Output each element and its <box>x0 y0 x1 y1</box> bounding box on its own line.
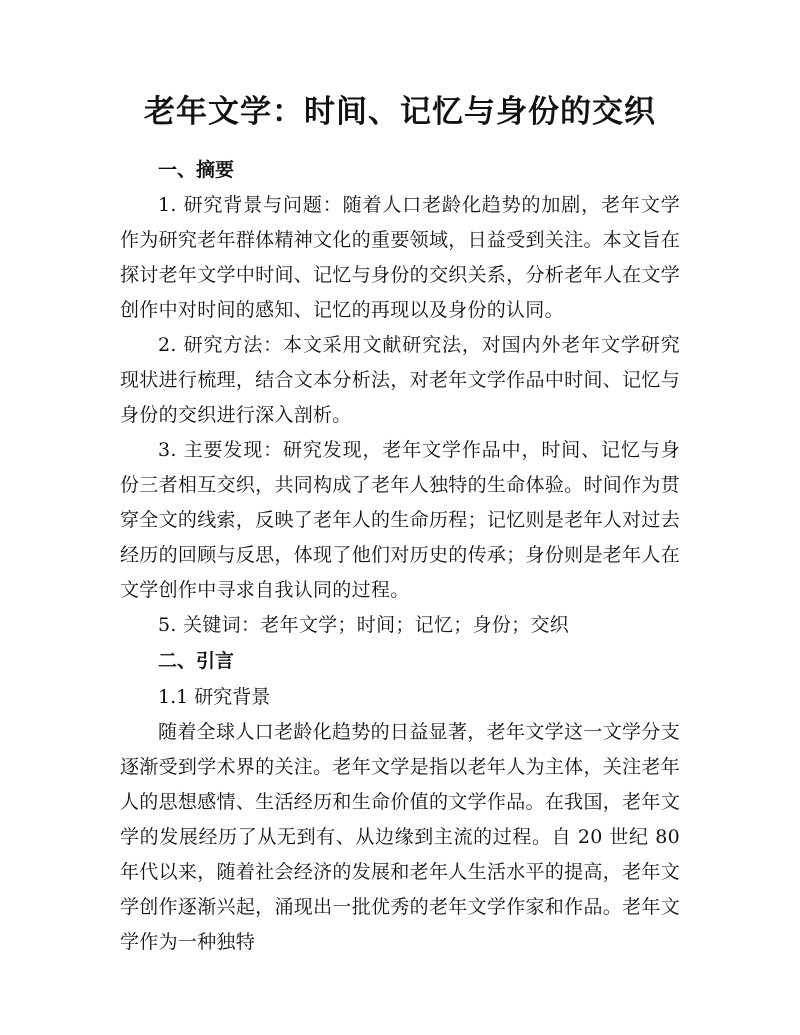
subsection-heading: 1.1 研究背景 <box>158 686 271 708</box>
keywords-paragraph: 5. 关键词：老年文学；时间；记忆；身份；交织 <box>158 614 570 636</box>
section-heading-introduction: 二、引言 <box>158 650 235 672</box>
abstract-paragraph: 3. 主要发现：研究发现，老年文学作品中，时间、记忆与身份三者相互交织，共同构成了老年人独特的生命体验。时间作为贯穿全文的线索，反映了老年人的生命历程；记忆则是老年人对过去经历的回顾与反思，体现了他们对历史的传承；身份则是老年人在文学创作中寻求自我认同的过程。 <box>120 439 680 601</box>
introduction-paragraph: 随着全球人口老龄化趋势的日益显著，老年文学这一文学分支逐渐受到学术界的关注。老年文学是指以老年人为主体，关注老年人的思想感情、生活经历和生命价值的文学作品。在我国，老年文学的发展经历了从无到有、从边缘到主流的过程。自 20 世纪 80 年代以来，随着社会经济的发展和老年人生活水平的提高，老年文学创作逐渐兴起，涌现出一批优秀的老年文学作家和作品。老年文学作为一种独特 <box>120 721 680 953</box>
abstract-paragraph: 1. 研究背景与问题：随着人口老龄化趋势的加剧，老年文学作为研究老年群体精神文化的重要领域，日益受到关注。本文旨在探讨老年文学中时间、记忆与身份的交织关系，分析老年人在文学创作中对时间的感知、记忆的再现以及身份的认同。 <box>120 194 680 321</box>
section-heading-abstract: 一、摘要 <box>158 159 235 181</box>
document-title: 老年文学：时间、记忆与身份的交织 <box>144 94 656 130</box>
abstract-paragraph: 2. 研究方法：本文采用文献研究法，对国内外老年文学研究现状进行梳理，结合文本分析法，对老年文学作品中时间、记忆与身份的交织进行深入剖析。 <box>120 334 680 426</box>
